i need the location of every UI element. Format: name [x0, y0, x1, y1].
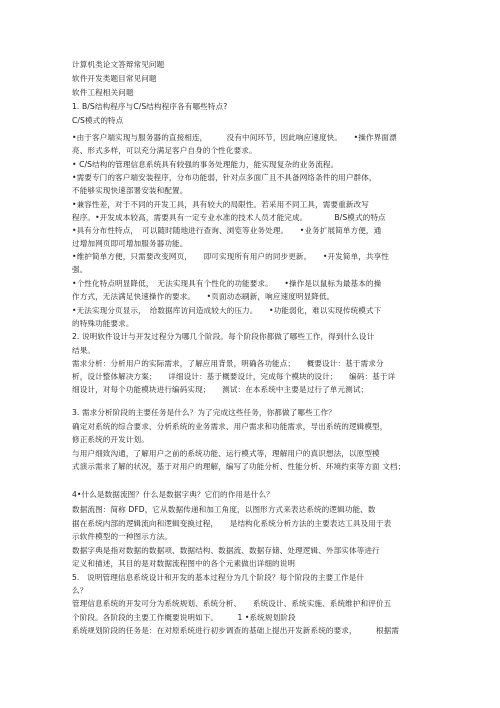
body-line: 么？ — [72, 586, 88, 595]
question-heading: 2. 说明软件设计与开发过程分为哪几个阶段。每个阶段你都做了哪些工作，得到什么设计 — [72, 332, 375, 341]
body-line: 的特殊功能要求。 — [72, 319, 134, 328]
body-line: •维护简单方便，只需要改变网页， 即可实现所有用户的同步更新。 •开发简单，共享性 — [72, 252, 389, 261]
body-line: 确定对系统的综合要求、分析系统的业务需求、用户需求和功能需求，导出系统的逻辑模型， — [72, 422, 388, 431]
body-line: 据在系统内部的逻辑流向和逻辑变换过程， 是结构化系统分析方法的主要表达工具及用于表 — [72, 519, 392, 528]
body-line: 管理信息系统的开发可分为系统规划、系统分析、 系统设计、系统实施、系统维护和评价五 — [72, 599, 392, 608]
body-line: 需求分析：分析用户的实际需求，了解应用背景，明确各功能点； 概要设计：基于需求分 — [72, 359, 384, 368]
body-line: 作方式，无法满足快速操作的要求。 •页面动态刷新，响应速度明显降低。 — [72, 292, 335, 301]
question-heading: 4•什么是数据流图？什么是数据字典？它们的作用是什么？ — [72, 490, 274, 499]
header-line-3: 软件工程相关问题 — [72, 88, 134, 97]
body-line: •个性化特点明显降低， 无法实现具有个性化的功能要求。 •操作是以鼠标为最基本的操 — [72, 279, 382, 288]
body-line: •需要专门的客户端安装程序，分布功能弱，针对点多面广且不具备网络条件的用户群体， — [72, 173, 377, 182]
body-line: 不能够实现快速部署安装和配置。 — [72, 186, 188, 195]
body-line: 析，设计整体解决方案； 详细设计：基于概要设计，完成每个模块的设计； 编码：基于详 — [72, 372, 396, 381]
question-heading: 3. 需求分析阶段的主要任务是什么？为了完成这些任务，你都做了哪些工作？ — [72, 408, 336, 417]
body-line: 示软件模型的一种图示方法。 — [72, 532, 173, 541]
body-line: •无法实现分页显示， 给数据库访问造成较大的压力。 •功能弱化，难以实现传统模式下 — [72, 306, 382, 315]
body-line: • C/S结构的管理信息系统具有较强的事务处理能力，能实现复杂的业务流程。 — [72, 160, 339, 169]
body-line: 与用户细致沟通，了解用户之前的系统功能、运行模式等，理解用户的真识想法，以原型模 — [72, 449, 380, 458]
body-line: •具有分布性特点， 可以随时随地进行查询、浏览等业务处理。 •业务扩展简单方便，通 — [72, 226, 382, 235]
question-heading: 5. 说明管理信息系统设计和开发的基本过程分为几个阶段？每个阶段的主要工作是什 — [72, 573, 365, 582]
body-line: 定义和描述，其目的是对数据流程图中的各个元素做出详细的说明 — [72, 559, 296, 568]
body-line: •由于客户端实现与服务器的直接相连， 没有中间环节，因此响应速度快。 •操作界面漂 — [72, 133, 397, 142]
body-line: 式演示需求了解的状况，基于对用户的理解，编写了功能分析、性能分析、环境约束等方面 文档； — [72, 462, 406, 471]
body-line: 系统规划阶段的任务是：在对原系统进行初步调查的基础上提出开发新系统的要求， 根据需 — [72, 626, 400, 635]
body-line: 数据流图：简称 DFD，它从数据传递和加工角度，以图形方式来表达系统的逻辑功能、数 — [72, 505, 376, 514]
body-line: 过增加网页即可增加服务器功能。 — [72, 239, 188, 248]
body-line: 亮、形式多样，可以充分满足客户自身的个性化要求。 — [72, 146, 257, 155]
question-heading: 1. B/S结构程序与C/S结构程序各有哪些特点? — [72, 102, 228, 111]
body-line: 细设计，对每个功能模块进行编码实现； 测试：在本系统中主要是过行了单元测试； — [72, 385, 369, 394]
body-line: 强。 — [72, 265, 88, 274]
body-line: 个阶段。各阶段的主要工作概要说明如下。 1 •系统规划阶段 — [72, 613, 296, 622]
header-line-1: 计算机类论文答辩常见问题 — [72, 60, 165, 69]
body-line: 结果。 — [72, 346, 96, 355]
body-line: 程序。•开发成本较高，需要具有一定专业水准的技术人员才能完成。 B/S模式的特点 — [72, 213, 386, 222]
body-line: 修正系统的开发计划。 — [72, 435, 149, 444]
header-line-2: 软件开发类题目常见问题 — [72, 74, 157, 83]
body-line: 数据字典是指对数据的数据项、数据结构、数据流、数据存储、处理逻辑、外部实体等进行 — [72, 546, 380, 555]
section-heading: C/S模式的特点 — [72, 116, 124, 125]
body-line: •兼容性差，对于不同的开发工具，具有较大的局限性。若采用不同工具，需要重新改写 — [72, 200, 369, 209]
